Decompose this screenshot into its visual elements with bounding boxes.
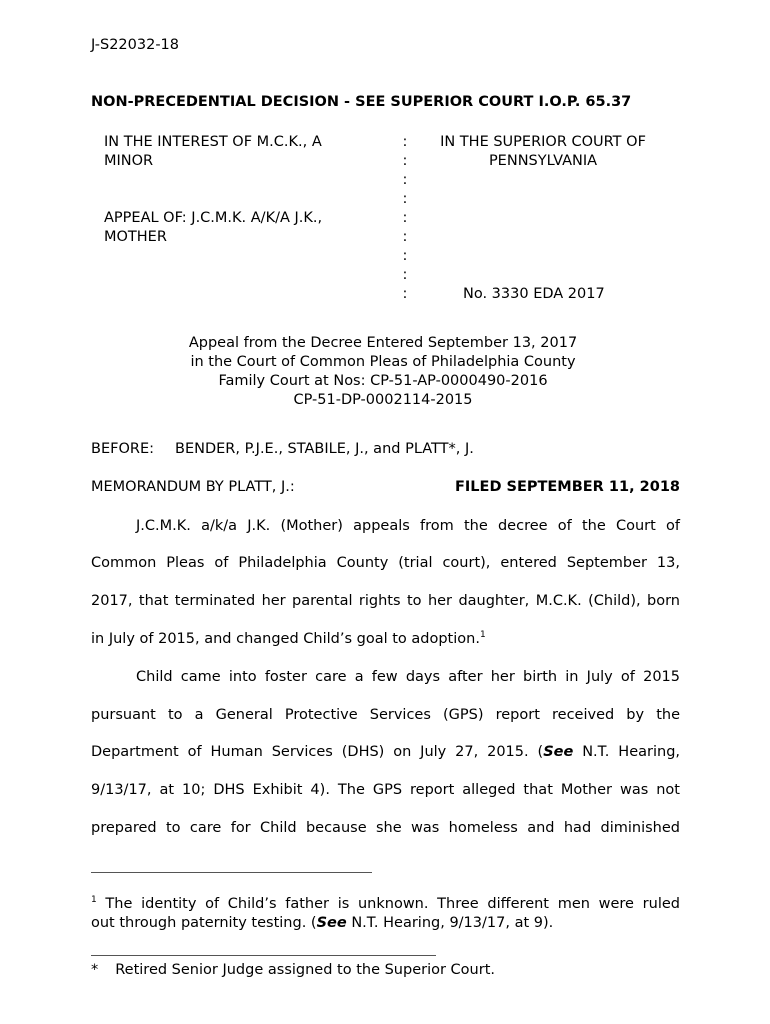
caption-colon: : bbox=[402, 286, 408, 302]
appeal-from-line: Appeal from the Decree Entered September 13, 2017 bbox=[188, 335, 578, 351]
caption-party-line-1: IN THE INTEREST OF M.C.K., A bbox=[104, 134, 322, 150]
caption-colon: : bbox=[402, 229, 408, 245]
body-line: pursuant to a General Protective Services (GPS) report received by the bbox=[91, 707, 680, 723]
citation-signal-see: See bbox=[543, 744, 574, 760]
body-text: Department of Human Services (DHS) on July 27, 2015. ( bbox=[91, 744, 544, 760]
court-name-line-1: IN THE SUPERIOR COURT OF bbox=[440, 134, 646, 150]
footnote-reference-1[interactable]: 1 bbox=[479, 630, 486, 641]
appeal-from-line: CP-51-DP-0002114-2015 bbox=[293, 392, 473, 408]
caption-colon: : bbox=[402, 248, 408, 264]
body-line: 9/13/17, at 10; DHS Exhibit 4). The GPS report alleged that Mother was not bbox=[91, 782, 680, 798]
body-line: Child came into foster care a few days after her birth in July of 2015 bbox=[136, 669, 680, 685]
filed-date: FILED SEPTEMBER 11, 2018 bbox=[455, 479, 680, 495]
court-name-line-2: PENNSYLVANIA bbox=[488, 153, 598, 169]
caption-party-line-2: MINOR bbox=[104, 153, 154, 169]
footnote-separator bbox=[91, 872, 372, 873]
appeal-from-line: in the Court of Common Pleas of Philadelphia County bbox=[190, 354, 576, 370]
body-line: Common Pleas of Philadelphia County (trial court), entered September 13, bbox=[91, 555, 680, 571]
caption-colon: : bbox=[402, 172, 408, 188]
citation-signal-see: See bbox=[316, 915, 347, 931]
caption-colon: : bbox=[402, 191, 408, 207]
body-line bbox=[91, 629, 680, 649]
body-text: in July of 2015, and changed Child’s goal to adoption. bbox=[91, 631, 480, 647]
memorandum-author: MEMORANDUM BY PLATT, J.: bbox=[91, 479, 295, 495]
body-line: 2017, that terminated her parental rights to her daughter, M.C.K. (Child), born bbox=[91, 593, 680, 609]
caption-appeal-line-1: APPEAL OF: J.C.M.K. A/K/A J.K., bbox=[104, 210, 323, 226]
non-precedential-banner: NON-PRECEDENTIAL DECISION - SEE SUPERIOR COURT I.O.P. 65.37 bbox=[91, 94, 632, 110]
footnote-1-line-2 bbox=[91, 914, 680, 933]
footnote-marker-1: 1 bbox=[91, 895, 97, 906]
footnote-text: out through paternity testing. ( bbox=[91, 915, 317, 931]
body-line: J.C.M.K. a/k/a J.K. (Mother) appeals from the decree of the Court of bbox=[136, 518, 680, 534]
caption-colon: : bbox=[402, 153, 408, 169]
caption-colon: : bbox=[402, 134, 408, 150]
case-number: No. 3330 EDA 2017 bbox=[463, 286, 605, 302]
judge-footnote bbox=[91, 961, 680, 980]
caption-colon: : bbox=[402, 210, 408, 226]
body-text: N.T. Hearing, bbox=[573, 744, 681, 760]
asterisk-marker: * bbox=[91, 962, 99, 978]
panel-judges: BENDER, P.J.E., STABILE, J., and PLATT*, J. bbox=[175, 441, 474, 457]
caption-colon: : bbox=[402, 267, 408, 283]
appeal-from-line: Family Court at Nos: CP-51-AP-0000490-2016 bbox=[218, 373, 548, 389]
body-line: prepared to care for Child because she was homeless and had diminished bbox=[91, 820, 680, 836]
footnote-text: Retired Senior Judge assigned to the Superior Court. bbox=[115, 962, 495, 978]
footnote-separator bbox=[91, 955, 436, 956]
footnote-text: The identity of Child’s father is unknown. Three different men were ruled bbox=[96, 896, 680, 912]
footnote-text: N.T. Hearing, 9/13/17, at 9). bbox=[346, 915, 554, 931]
footnote-1-line-1 bbox=[91, 895, 680, 914]
before-label: BEFORE: bbox=[91, 441, 154, 457]
docket-number: J-S22032-18 bbox=[91, 37, 180, 53]
caption-appeal-line-2: MOTHER bbox=[104, 229, 167, 245]
body-line bbox=[91, 742, 680, 762]
